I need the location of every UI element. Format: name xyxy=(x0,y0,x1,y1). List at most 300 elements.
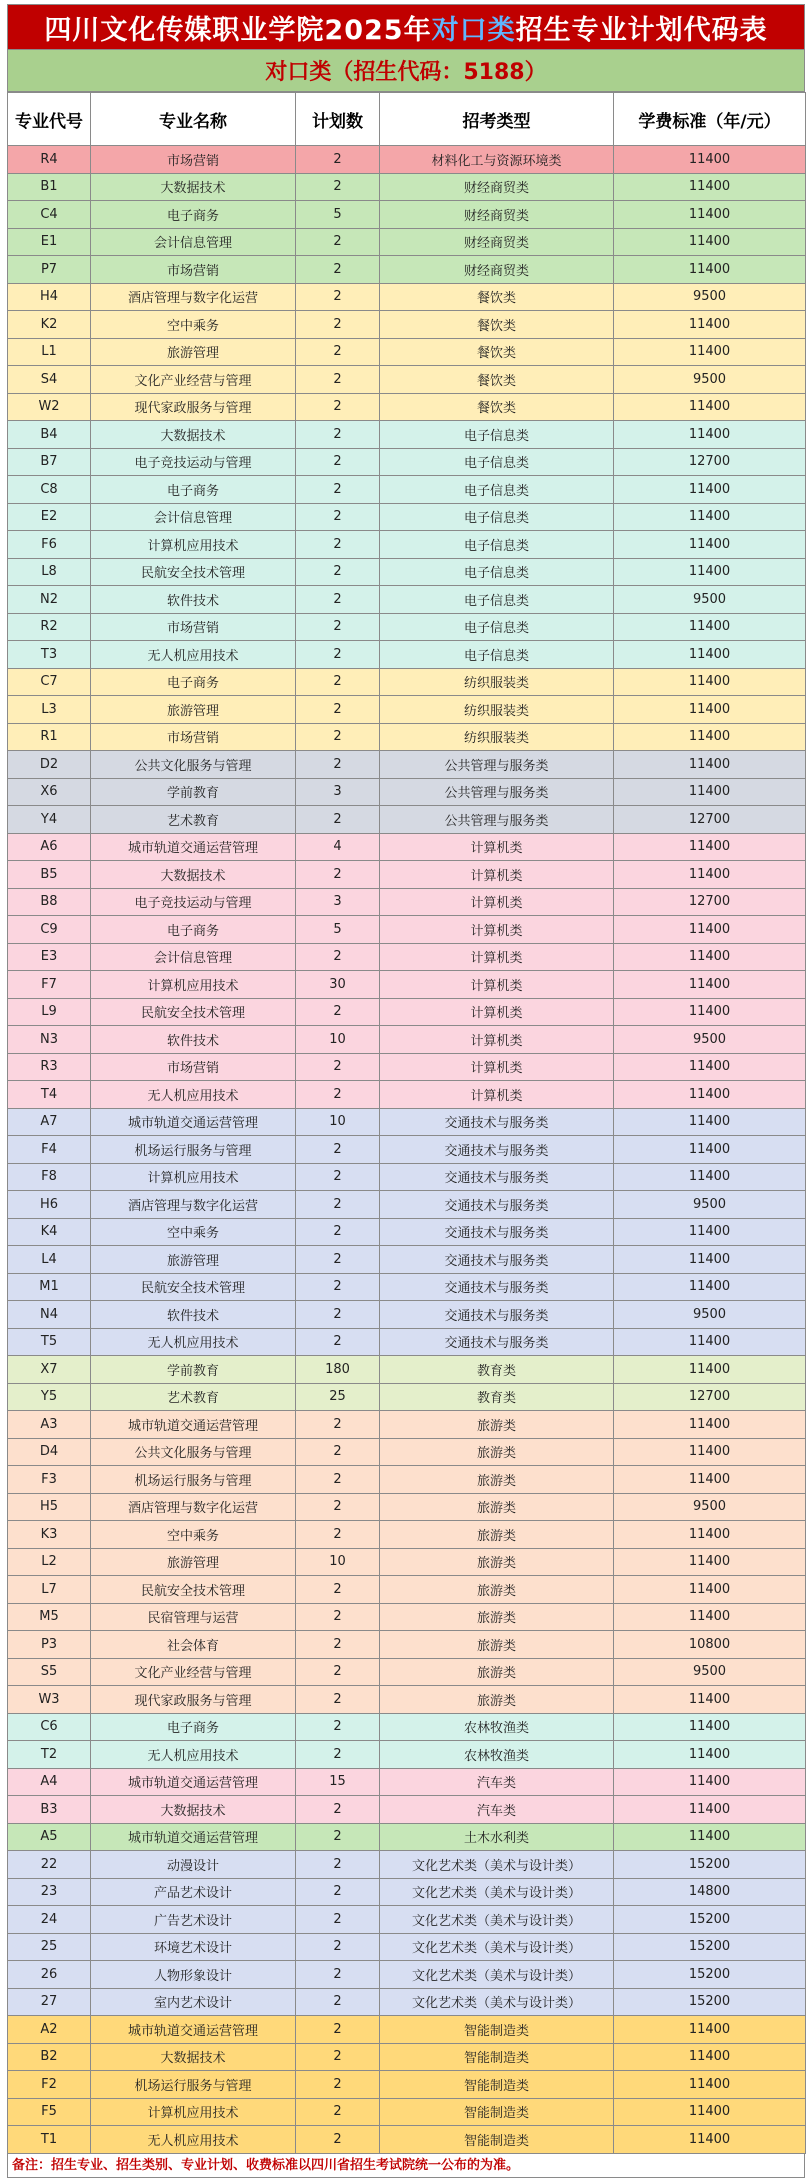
plan-cell: 2 xyxy=(296,641,380,669)
code-cell: B7 xyxy=(8,448,91,476)
table-row xyxy=(8,1246,806,1274)
tuition-cell: 11400 xyxy=(614,1411,806,1439)
tuition-cell: 11400 xyxy=(614,1768,806,1796)
category-cell: 公共管理与服务类 xyxy=(380,778,614,806)
plan-cell: 2 xyxy=(296,1988,380,2016)
code-cell: C7 xyxy=(8,668,91,696)
plan-cell: 2 xyxy=(296,1576,380,1604)
category-cell: 教育类 xyxy=(380,1383,614,1411)
table-row xyxy=(8,1191,806,1219)
code-cell: S5 xyxy=(8,1658,91,1686)
category-cell: 旅游类 xyxy=(380,1521,614,1549)
tuition-cell: 15200 xyxy=(614,1961,806,1989)
table-row xyxy=(8,503,806,531)
table-row xyxy=(8,1576,806,1604)
page-title xyxy=(7,4,805,50)
plan-cell: 2 xyxy=(296,613,380,641)
table-row xyxy=(8,1658,806,1686)
code-cell: A2 xyxy=(8,2016,91,2044)
major-cell: 机场运行服务与管理 xyxy=(91,1136,296,1164)
footnote: 备注：招生专业、招生类别、专业计划、收费标准以四川省招生考试院统一公布的为准。 xyxy=(7,2154,805,2178)
table-row xyxy=(8,173,806,201)
major-cell: 无人机应用技术 xyxy=(91,1081,296,1109)
plan-cell: 2 xyxy=(296,421,380,449)
code-cell: A6 xyxy=(8,833,91,861)
tuition-cell: 11400 xyxy=(614,1163,806,1191)
major-cell: 市场营销 xyxy=(91,723,296,751)
tuition-cell: 11400 xyxy=(614,2126,806,2154)
tuition-cell: 11400 xyxy=(614,641,806,669)
category-cell: 财经商贸类 xyxy=(380,228,614,256)
code-cell: F5 xyxy=(8,2098,91,2126)
code-cell: L3 xyxy=(8,696,91,724)
tuition-cell: 10800 xyxy=(614,1631,806,1659)
category-cell: 财经商贸类 xyxy=(380,173,614,201)
code-cell: C6 xyxy=(8,1713,91,1741)
major-cell: 文化产业经营与管理 xyxy=(91,366,296,394)
plan-cell: 10 xyxy=(296,1548,380,1576)
tuition-cell: 11400 xyxy=(614,173,806,201)
plan-cell: 3 xyxy=(296,888,380,916)
tuition-cell: 11400 xyxy=(614,558,806,586)
code-cell: A4 xyxy=(8,1768,91,1796)
category-cell: 文化艺术类（美术与设计类） xyxy=(380,1988,614,2016)
table-row xyxy=(8,283,806,311)
code-cell: B3 xyxy=(8,1796,91,1824)
tuition-cell: 11400 xyxy=(614,1108,806,1136)
code-cell: Y4 xyxy=(8,806,91,834)
tuition-cell: 11400 xyxy=(614,778,806,806)
plan-cell: 2 xyxy=(296,998,380,1026)
title-suffix: 招生专业计划代码表 xyxy=(515,14,768,46)
plan-cell: 2 xyxy=(296,1713,380,1741)
code-cell: 27 xyxy=(8,1988,91,2016)
major-cell: 电子竞技运动与管理 xyxy=(91,448,296,476)
code-cell: 22 xyxy=(8,1851,91,1879)
category-cell: 电子信息类 xyxy=(380,421,614,449)
code-cell: K2 xyxy=(8,311,91,339)
code-cell: 26 xyxy=(8,1961,91,1989)
category-cell: 旅游类 xyxy=(380,1466,614,1494)
major-cell: 软件技术 xyxy=(91,1026,296,1054)
code-cell: R2 xyxy=(8,613,91,641)
plan-cell: 2 xyxy=(296,1851,380,1879)
tuition-cell: 11400 xyxy=(614,1576,806,1604)
category-cell: 计算机类 xyxy=(380,1081,614,1109)
code-cell: R3 xyxy=(8,1053,91,1081)
tuition-cell: 11400 xyxy=(614,1713,806,1741)
tuition-cell: 15200 xyxy=(614,1906,806,1934)
table-row xyxy=(8,1438,806,1466)
tuition-cell: 11400 xyxy=(614,421,806,449)
category-cell: 财经商贸类 xyxy=(380,256,614,284)
table-header-row xyxy=(8,93,806,146)
category-cell: 交通技术与服务类 xyxy=(380,1108,614,1136)
category-cell: 文化艺术类（美术与设计类） xyxy=(380,1961,614,1989)
major-cell: 人物形象设计 xyxy=(91,1961,296,1989)
major-cell: 旅游管理 xyxy=(91,1246,296,1274)
table-row xyxy=(8,2016,806,2044)
plan-cell: 2 xyxy=(296,1796,380,1824)
table-row xyxy=(8,613,806,641)
major-cell: 电子商务 xyxy=(91,668,296,696)
major-cell: 计算机应用技术 xyxy=(91,971,296,999)
major-cell: 大数据技术 xyxy=(91,2043,296,2071)
major-cell: 市场营销 xyxy=(91,146,296,174)
major-cell: 民宿管理与运营 xyxy=(91,1603,296,1631)
code-cell: F6 xyxy=(8,531,91,559)
category-cell: 计算机类 xyxy=(380,943,614,971)
major-cell: 大数据技术 xyxy=(91,1796,296,1824)
category-cell: 文化艺术类（美术与设计类） xyxy=(380,1906,614,1934)
code-cell: M5 xyxy=(8,1603,91,1631)
tuition-cell: 12700 xyxy=(614,806,806,834)
tuition-cell: 11400 xyxy=(614,1686,806,1714)
table-row xyxy=(8,833,806,861)
plan-cell: 2 xyxy=(296,1246,380,1274)
category-cell: 汽车类 xyxy=(380,1768,614,1796)
code-cell: E1 xyxy=(8,228,91,256)
plan-table xyxy=(7,92,806,2154)
major-cell: 大数据技术 xyxy=(91,861,296,889)
major-cell: 现代家政服务与管理 xyxy=(91,393,296,421)
table-row xyxy=(8,1933,806,1961)
category-cell: 纺织服装类 xyxy=(380,696,614,724)
table-row xyxy=(8,1878,806,1906)
major-cell: 空中乘务 xyxy=(91,311,296,339)
table-row xyxy=(8,1466,806,1494)
tuition-cell: 11400 xyxy=(614,146,806,174)
plan-cell: 15 xyxy=(296,1768,380,1796)
category-cell: 计算机类 xyxy=(380,861,614,889)
plan-cell: 2 xyxy=(296,558,380,586)
table-row xyxy=(8,1493,806,1521)
major-cell: 电子商务 xyxy=(91,201,296,229)
tuition-cell: 11400 xyxy=(614,1741,806,1769)
table-row xyxy=(8,1686,806,1714)
plan-cell: 2 xyxy=(296,476,380,504)
code-cell: H4 xyxy=(8,283,91,311)
category-cell: 土木水利类 xyxy=(380,1823,614,1851)
major-cell: 产品艺术设计 xyxy=(91,1878,296,1906)
tuition-cell: 15200 xyxy=(614,1988,806,2016)
plan-cell: 2 xyxy=(296,1878,380,1906)
category-cell: 智能制造类 xyxy=(380,2043,614,2071)
tuition-cell: 11400 xyxy=(614,1438,806,1466)
plan-cell: 2 xyxy=(296,751,380,779)
category-cell: 旅游类 xyxy=(380,1548,614,1576)
tuition-cell: 9500 xyxy=(614,1026,806,1054)
major-cell: 计算机应用技术 xyxy=(91,2098,296,2126)
table-row xyxy=(8,1988,806,2016)
tuition-cell: 11400 xyxy=(614,1218,806,1246)
major-cell: 室内艺术设计 xyxy=(91,1988,296,2016)
major-cell: 大数据技术 xyxy=(91,421,296,449)
code-cell: L1 xyxy=(8,338,91,366)
table-row xyxy=(8,476,806,504)
code-cell: L7 xyxy=(8,1576,91,1604)
table-row xyxy=(8,861,806,889)
table-row xyxy=(8,1136,806,1164)
code-cell: K4 xyxy=(8,1218,91,1246)
major-cell: 空中乘务 xyxy=(91,1218,296,1246)
table-row xyxy=(8,1328,806,1356)
title-prefix: 四川文化传媒职业学院2025年 xyxy=(44,14,432,46)
major-cell: 民航安全技术管理 xyxy=(91,558,296,586)
code-cell: A3 xyxy=(8,1411,91,1439)
header-code: 专业代号 xyxy=(8,93,91,146)
plan-cell: 2 xyxy=(296,228,380,256)
major-cell: 会计信息管理 xyxy=(91,943,296,971)
plan-cell: 2 xyxy=(296,1328,380,1356)
table-row xyxy=(8,1411,806,1439)
category-cell: 文化艺术类（美术与设计类） xyxy=(380,1851,614,1879)
major-cell: 酒店管理与数字化运营 xyxy=(91,1191,296,1219)
category-cell: 旅游类 xyxy=(380,1603,614,1631)
tuition-cell: 11400 xyxy=(614,971,806,999)
table-row xyxy=(8,641,806,669)
tuition-cell: 9500 xyxy=(614,1493,806,1521)
table-row xyxy=(8,421,806,449)
code-cell: H6 xyxy=(8,1191,91,1219)
plan-cell: 2 xyxy=(296,173,380,201)
plan-cell: 5 xyxy=(296,201,380,229)
major-cell: 社会体育 xyxy=(91,1631,296,1659)
tuition-cell: 11400 xyxy=(614,751,806,779)
table-row xyxy=(8,943,806,971)
tuition-cell: 11400 xyxy=(614,2016,806,2044)
tuition-cell: 12700 xyxy=(614,1383,806,1411)
plan-cell: 2 xyxy=(296,283,380,311)
code-cell: F8 xyxy=(8,1163,91,1191)
tuition-cell: 11400 xyxy=(614,1823,806,1851)
table-row xyxy=(8,393,806,421)
category-cell: 汽车类 xyxy=(380,1796,614,1824)
plan-cell: 2 xyxy=(296,1191,380,1219)
category-cell: 交通技术与服务类 xyxy=(380,1301,614,1329)
tuition-cell: 11400 xyxy=(614,531,806,559)
category-cell: 智能制造类 xyxy=(380,2071,614,2099)
tuition-cell: 11400 xyxy=(614,1521,806,1549)
code-cell: R1 xyxy=(8,723,91,751)
category-cell: 餐饮类 xyxy=(380,393,614,421)
table-row xyxy=(8,1356,806,1384)
code-cell: S4 xyxy=(8,366,91,394)
code-cell: H5 xyxy=(8,1493,91,1521)
tuition-cell: 11400 xyxy=(614,1328,806,1356)
plan-cell: 2 xyxy=(296,806,380,834)
plan-cell: 2 xyxy=(296,1218,380,1246)
major-cell: 会计信息管理 xyxy=(91,503,296,531)
header-category: 招考类型 xyxy=(380,93,614,146)
code-cell: W3 xyxy=(8,1686,91,1714)
major-cell: 城市轨道交通运营管理 xyxy=(91,2016,296,2044)
code-cell: K3 xyxy=(8,1521,91,1549)
table-row xyxy=(8,916,806,944)
table-row xyxy=(8,1713,806,1741)
tuition-cell: 11400 xyxy=(614,1081,806,1109)
tuition-cell: 11400 xyxy=(614,476,806,504)
code-cell: L9 xyxy=(8,998,91,1026)
major-cell: 城市轨道交通运营管理 xyxy=(91,1411,296,1439)
plan-cell: 2 xyxy=(296,1741,380,1769)
category-cell: 餐饮类 xyxy=(380,338,614,366)
major-cell: 城市轨道交通运营管理 xyxy=(91,1823,296,1851)
major-cell: 旅游管理 xyxy=(91,338,296,366)
major-cell: 无人机应用技术 xyxy=(91,641,296,669)
tuition-cell: 11400 xyxy=(614,696,806,724)
category-cell: 公共管理与服务类 xyxy=(380,806,614,834)
plan-cell: 2 xyxy=(296,448,380,476)
plan-cell: 10 xyxy=(296,1026,380,1054)
major-cell: 旅游管理 xyxy=(91,1548,296,1576)
table-row xyxy=(8,723,806,751)
category-cell: 交通技术与服务类 xyxy=(380,1273,614,1301)
code-cell: Y5 xyxy=(8,1383,91,1411)
tuition-cell: 9500 xyxy=(614,1301,806,1329)
plan-cell: 2 xyxy=(296,2126,380,2154)
category-cell: 智能制造类 xyxy=(380,2016,614,2044)
code-cell: F2 xyxy=(8,2071,91,2099)
table-row xyxy=(8,778,806,806)
plan-cell: 2 xyxy=(296,1631,380,1659)
category-cell: 材料化工与资源环境类 xyxy=(380,146,614,174)
plan-cell: 2 xyxy=(296,2098,380,2126)
tuition-cell: 15200 xyxy=(614,1851,806,1879)
code-cell: X7 xyxy=(8,1356,91,1384)
plan-cell: 3 xyxy=(296,778,380,806)
category-cell: 电子信息类 xyxy=(380,586,614,614)
tuition-cell: 11400 xyxy=(614,1796,806,1824)
table-row xyxy=(8,998,806,1026)
table-row xyxy=(8,201,806,229)
header-major: 专业名称 xyxy=(91,93,296,146)
code-cell: R4 xyxy=(8,146,91,174)
table-row xyxy=(8,2071,806,2099)
major-cell: 城市轨道交通运营管理 xyxy=(91,833,296,861)
table-row xyxy=(8,751,806,779)
tuition-cell: 11400 xyxy=(614,2043,806,2071)
major-cell: 旅游管理 xyxy=(91,696,296,724)
category-cell: 教育类 xyxy=(380,1356,614,1384)
table-row xyxy=(8,1961,806,1989)
plan-cell: 2 xyxy=(296,531,380,559)
category-cell: 计算机类 xyxy=(380,833,614,861)
major-cell: 环境艺术设计 xyxy=(91,1933,296,1961)
plan-cell: 2 xyxy=(296,861,380,889)
plan-cell: 2 xyxy=(296,393,380,421)
tuition-cell: 11400 xyxy=(614,201,806,229)
code-cell: W2 xyxy=(8,393,91,421)
table-row xyxy=(8,1301,806,1329)
tuition-cell: 11400 xyxy=(614,1053,806,1081)
table-row xyxy=(8,2043,806,2071)
code-cell: C8 xyxy=(8,476,91,504)
table-row xyxy=(8,586,806,614)
category-cell: 农林牧渔类 xyxy=(380,1741,614,1769)
table-row xyxy=(8,1081,806,1109)
tuition-cell: 11400 xyxy=(614,613,806,641)
category-cell: 计算机类 xyxy=(380,916,614,944)
table-row xyxy=(8,1796,806,1824)
tuition-cell: 11400 xyxy=(614,668,806,696)
major-cell: 酒店管理与数字化运营 xyxy=(91,1493,296,1521)
major-cell: 广告艺术设计 xyxy=(91,1906,296,1934)
tuition-cell: 11400 xyxy=(614,1548,806,1576)
table-row xyxy=(8,228,806,256)
table-row xyxy=(8,2098,806,2126)
plan-cell: 2 xyxy=(296,1438,380,1466)
major-cell: 机场运行服务与管理 xyxy=(91,2071,296,2099)
major-cell: 民航安全技术管理 xyxy=(91,1273,296,1301)
plan-cell: 2 xyxy=(296,586,380,614)
table-row xyxy=(8,1631,806,1659)
category-cell: 交通技术与服务类 xyxy=(380,1218,614,1246)
major-cell: 学前教育 xyxy=(91,778,296,806)
code-cell: B4 xyxy=(8,421,91,449)
tuition-cell: 9500 xyxy=(614,1658,806,1686)
major-cell: 酒店管理与数字化运营 xyxy=(91,283,296,311)
tuition-cell: 15200 xyxy=(614,1933,806,1961)
code-cell: B1 xyxy=(8,173,91,201)
major-cell: 无人机应用技术 xyxy=(91,1328,296,1356)
plan-cell: 2 xyxy=(296,1053,380,1081)
plan-cell: 2 xyxy=(296,1466,380,1494)
category-cell: 电子信息类 xyxy=(380,558,614,586)
major-cell: 民航安全技术管理 xyxy=(91,1576,296,1604)
tuition-cell: 11400 xyxy=(614,1273,806,1301)
plan-cell: 2 xyxy=(296,1521,380,1549)
code-cell: 24 xyxy=(8,1906,91,1934)
table-row xyxy=(8,338,806,366)
tuition-cell: 11400 xyxy=(614,311,806,339)
major-cell: 艺术教育 xyxy=(91,806,296,834)
plan-cell: 2 xyxy=(296,1961,380,1989)
major-cell: 会计信息管理 xyxy=(91,228,296,256)
category-cell: 旅游类 xyxy=(380,1411,614,1439)
category-cell: 文化艺术类（美术与设计类） xyxy=(380,1933,614,1961)
table-row xyxy=(8,1383,806,1411)
tuition-cell: 11400 xyxy=(614,503,806,531)
code-cell: 23 xyxy=(8,1878,91,1906)
category-cell: 计算机类 xyxy=(380,1053,614,1081)
plan-cell: 2 xyxy=(296,1493,380,1521)
code-cell: B2 xyxy=(8,2043,91,2071)
category-cell: 旅游类 xyxy=(380,1576,614,1604)
category-cell: 电子信息类 xyxy=(380,503,614,531)
category-cell: 电子信息类 xyxy=(380,531,614,559)
table-row xyxy=(8,448,806,476)
major-cell: 城市轨道交通运营管理 xyxy=(91,1108,296,1136)
category-cell: 电子信息类 xyxy=(380,641,614,669)
category-cell: 智能制造类 xyxy=(380,2126,614,2154)
tuition-cell: 11400 xyxy=(614,1136,806,1164)
table-row xyxy=(8,806,806,834)
code-cell: L4 xyxy=(8,1246,91,1274)
category-cell: 公共管理与服务类 xyxy=(380,751,614,779)
code-cell: C9 xyxy=(8,916,91,944)
category-cell: 纺织服装类 xyxy=(380,723,614,751)
major-cell: 市场营销 xyxy=(91,1053,296,1081)
major-cell: 无人机应用技术 xyxy=(91,2126,296,2154)
major-cell: 公共文化服务与管理 xyxy=(91,751,296,779)
major-cell: 城市轨道交通运营管理 xyxy=(91,1768,296,1796)
table-row xyxy=(8,2126,806,2154)
category-cell: 交通技术与服务类 xyxy=(380,1191,614,1219)
major-cell: 软件技术 xyxy=(91,1301,296,1329)
code-cell: L2 xyxy=(8,1548,91,1576)
code-cell: T2 xyxy=(8,1741,91,1769)
